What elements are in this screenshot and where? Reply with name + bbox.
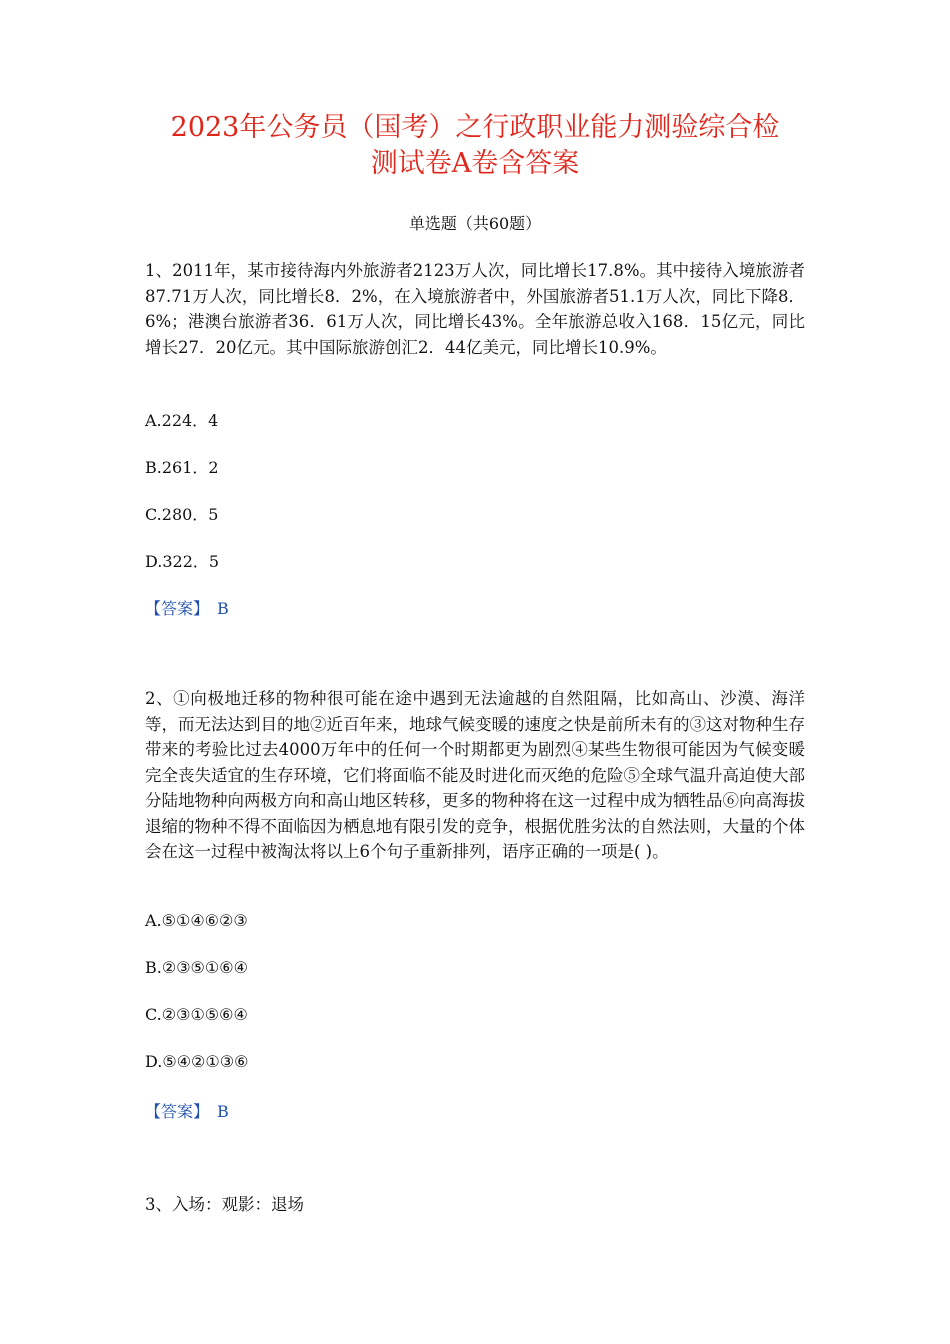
question-2-option-d: D.⑤④②①③⑥ — [145, 1052, 249, 1071]
question-1-option-a: A.224．4 — [145, 411, 219, 430]
question-3-text: 3、入场：观影：退场 — [145, 1195, 304, 1214]
question-2-text: 2、①向极地迁移的物种很可能在途中遇到无法逾越的自然阻隔，比如高山、沙漠、海洋等，而无法达到目的地②近百年来，地球气候变暖的速度之快是前所未有的③这对物种生存带来的考验比过去4000万年中的任何一个时期都更为剧烈④某些生物很可能因为气候变暖完全丧失适宜的生存环境，它们将面临不能及时进化而灭绝的危险⑤全球气温升高迫使大部分陆地物种向两极方向和高山地区转移，更多的物种将在这一过程中成为牺牲品⑥向高海拔退缩的物种不得不面临因为栖息地有限引发的竞争，根据优胜劣汰的自然法则，大量的个体会在这一过程中被淘汰将以上6个句子重新排列，语序正确的一项是( )。 — [145, 689, 805, 861]
section-heading: 单选题（共60题） — [408, 214, 542, 233]
question-1-option-d: D.322．5 — [145, 552, 220, 571]
answer-value: B — [217, 599, 229, 618]
question-1-option-c: C.280．5 — [145, 505, 219, 524]
question-1-option-b: B.261．2 — [145, 458, 219, 477]
question-2-option-a: A.⑤①④⑥②③ — [145, 911, 248, 930]
question-1-text: 1、2011年，某市接待海内外旅游者2123万人次，同比增长17.8%。其中接待入境旅游者87.71万人次，同比增长8．2%，在入境旅游者中，外国旅游者51.1万人次，同比下降8．6%；港澳台旅游者36．61万人次，同比增长43%。全年旅游总收入168．15亿元，同比增长27．20亿元。其中国际旅游创汇2．44亿美元，同比增长10.9%。 — [145, 261, 805, 357]
question-2-option-b: B.②③⑤①⑥④ — [145, 958, 248, 977]
answer-tag: 【答案】 — [145, 599, 210, 618]
answer-tag: 【答案】 — [145, 1102, 210, 1121]
question-1-answer — [145, 596, 229, 619]
document-title-line-1: 2023年公务员（国考）之行政职业能力测验综合检 — [170, 112, 780, 143]
question-2-option-c: C.②③①⑤⑥④ — [145, 1005, 248, 1024]
document-title-line-2: 测试卷A卷含答案 — [370, 148, 580, 179]
question-2-answer — [145, 1099, 229, 1122]
answer-value: B — [217, 1102, 229, 1121]
